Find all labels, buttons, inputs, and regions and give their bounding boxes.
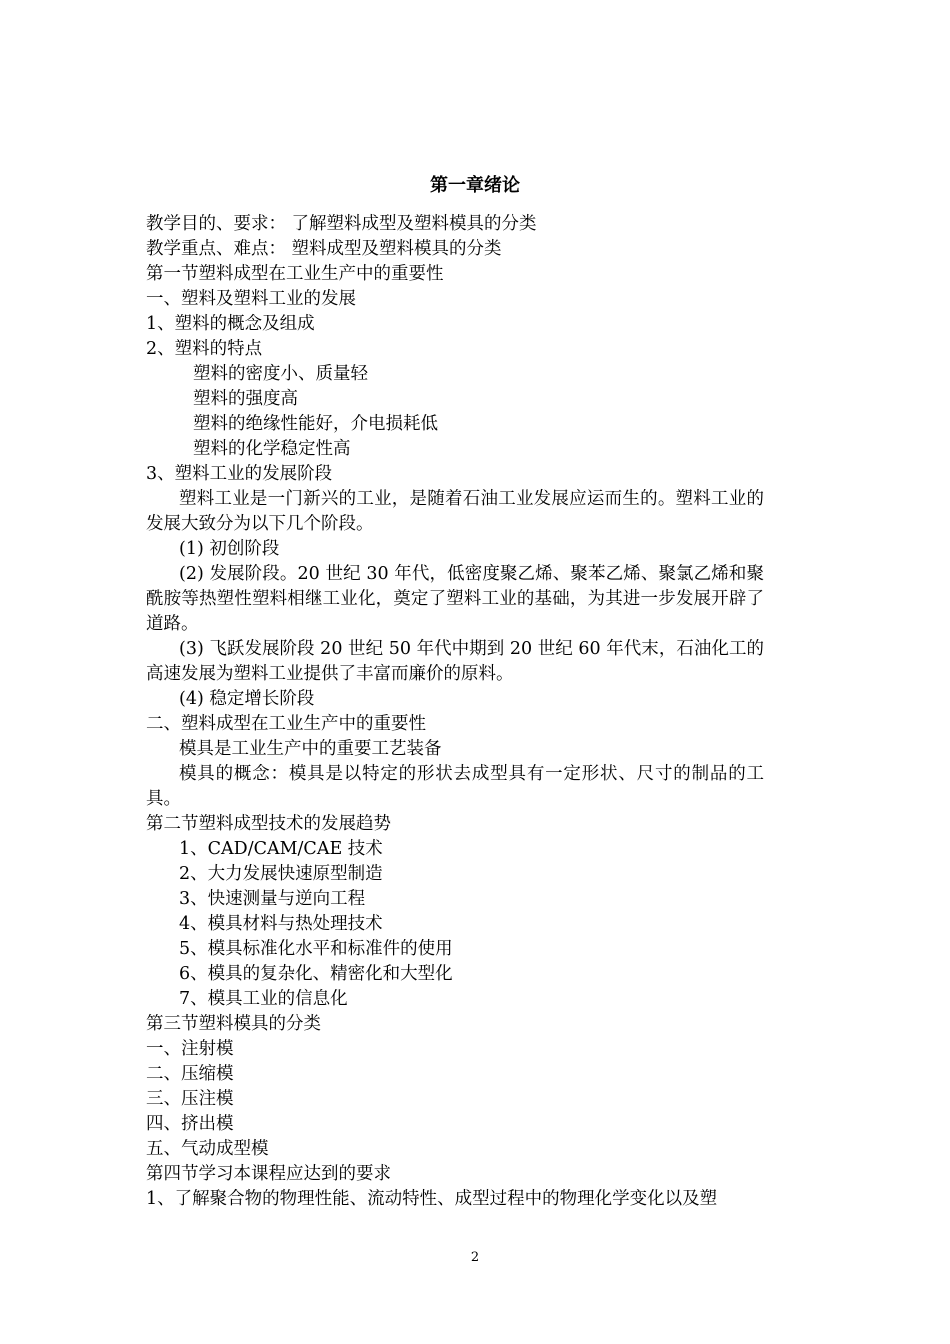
document-body xyxy=(146,212,764,1212)
text-line: 五、气动成型模 xyxy=(146,1139,269,1159)
text-line: 第二节塑料成型技术的发展趋势 xyxy=(146,814,391,834)
page-number: 2 xyxy=(470,1250,480,1265)
text-line: 二、压缩模 xyxy=(146,1064,234,1084)
page-title: 第一章绪论 xyxy=(430,175,520,196)
text-line: 塑料的化学稳定性高 xyxy=(193,439,351,459)
text-line: (3) 飞跃发展阶段 20 世纪 50 年代中期到 20 世纪 60 年代末，石油化工的高速发展为塑料工业提供了丰富而廉价的原料。 xyxy=(146,639,764,684)
text-line: 教学重点、难点： 塑料成型及塑料模具的分类 xyxy=(146,239,502,259)
text-line: 塑料的绝缘性能好，介电损耗低 xyxy=(193,414,438,434)
text-line: 一、注射模 xyxy=(146,1039,234,1059)
text-line: (4) 稳定增长阶段 xyxy=(179,689,315,709)
text-line: 4、模具材料与热处理技术 xyxy=(179,914,383,934)
text-line: 3、快速测量与逆向工程 xyxy=(179,889,366,909)
text-line: 2、塑料的特点 xyxy=(146,339,263,359)
text-line: 第四节学习本课程应达到的要求 xyxy=(146,1164,391,1184)
text-line: 7、模具工业的信息化 xyxy=(179,989,348,1009)
text-line: 6、模具的复杂化、精密化和大型化 xyxy=(179,964,453,984)
text-line: 三、压注模 xyxy=(146,1089,234,1109)
text-line: 2、大力发展快速原型制造 xyxy=(179,864,383,884)
text-line: 第一节塑料成型在工业生产中的重要性 xyxy=(146,264,444,284)
text-line: 模具的概念：模具是以特定的形状去成型具有一定形状、尺寸的制品的工具。 xyxy=(146,764,764,809)
text-line: 5、模具标准化水平和标准件的使用 xyxy=(179,939,453,959)
text-line: 四、挤出模 xyxy=(146,1114,234,1134)
text-line: 塑料的密度小、质量轻 xyxy=(193,364,368,384)
text-line: 塑料的强度高 xyxy=(193,389,298,409)
text-line: 1、塑料的概念及组成 xyxy=(146,314,315,334)
text-line: 3、塑料工业的发展阶段 xyxy=(146,464,333,484)
text-line: 第三节塑料模具的分类 xyxy=(146,1014,321,1034)
text-line: 1、了解聚合物的物理性能、流动特性、成型过程中的物理化学变化以及塑 xyxy=(146,1189,718,1209)
text-line: 二、塑料成型在工业生产中的重要性 xyxy=(146,714,426,734)
text-line: 模具是工业生产中的重要工艺装备 xyxy=(179,739,442,759)
text-line: 塑料工业是一门新兴的工业，是随着石油工业发展应运而生的。塑料工业的发展大致分为以下几个阶段。 xyxy=(146,489,764,534)
text-line: (2) 发展阶段。20 世纪 30 年代，低密度聚乙烯、聚苯乙烯、聚氯乙烯和聚酰胺等热塑性塑料相继工业化，奠定了塑料工业的基础，为其进一步发展开辟了道路。 xyxy=(146,564,764,634)
text-line: 教学目的、要求： 了解塑料成型及塑料模具的分类 xyxy=(146,214,537,234)
text-line: (1) 初创阶段 xyxy=(179,539,280,559)
text-line: 一、塑料及塑料工业的发展 xyxy=(146,289,356,309)
text-line: 1、CAD/CAM/CAE 技术 xyxy=(179,839,383,859)
